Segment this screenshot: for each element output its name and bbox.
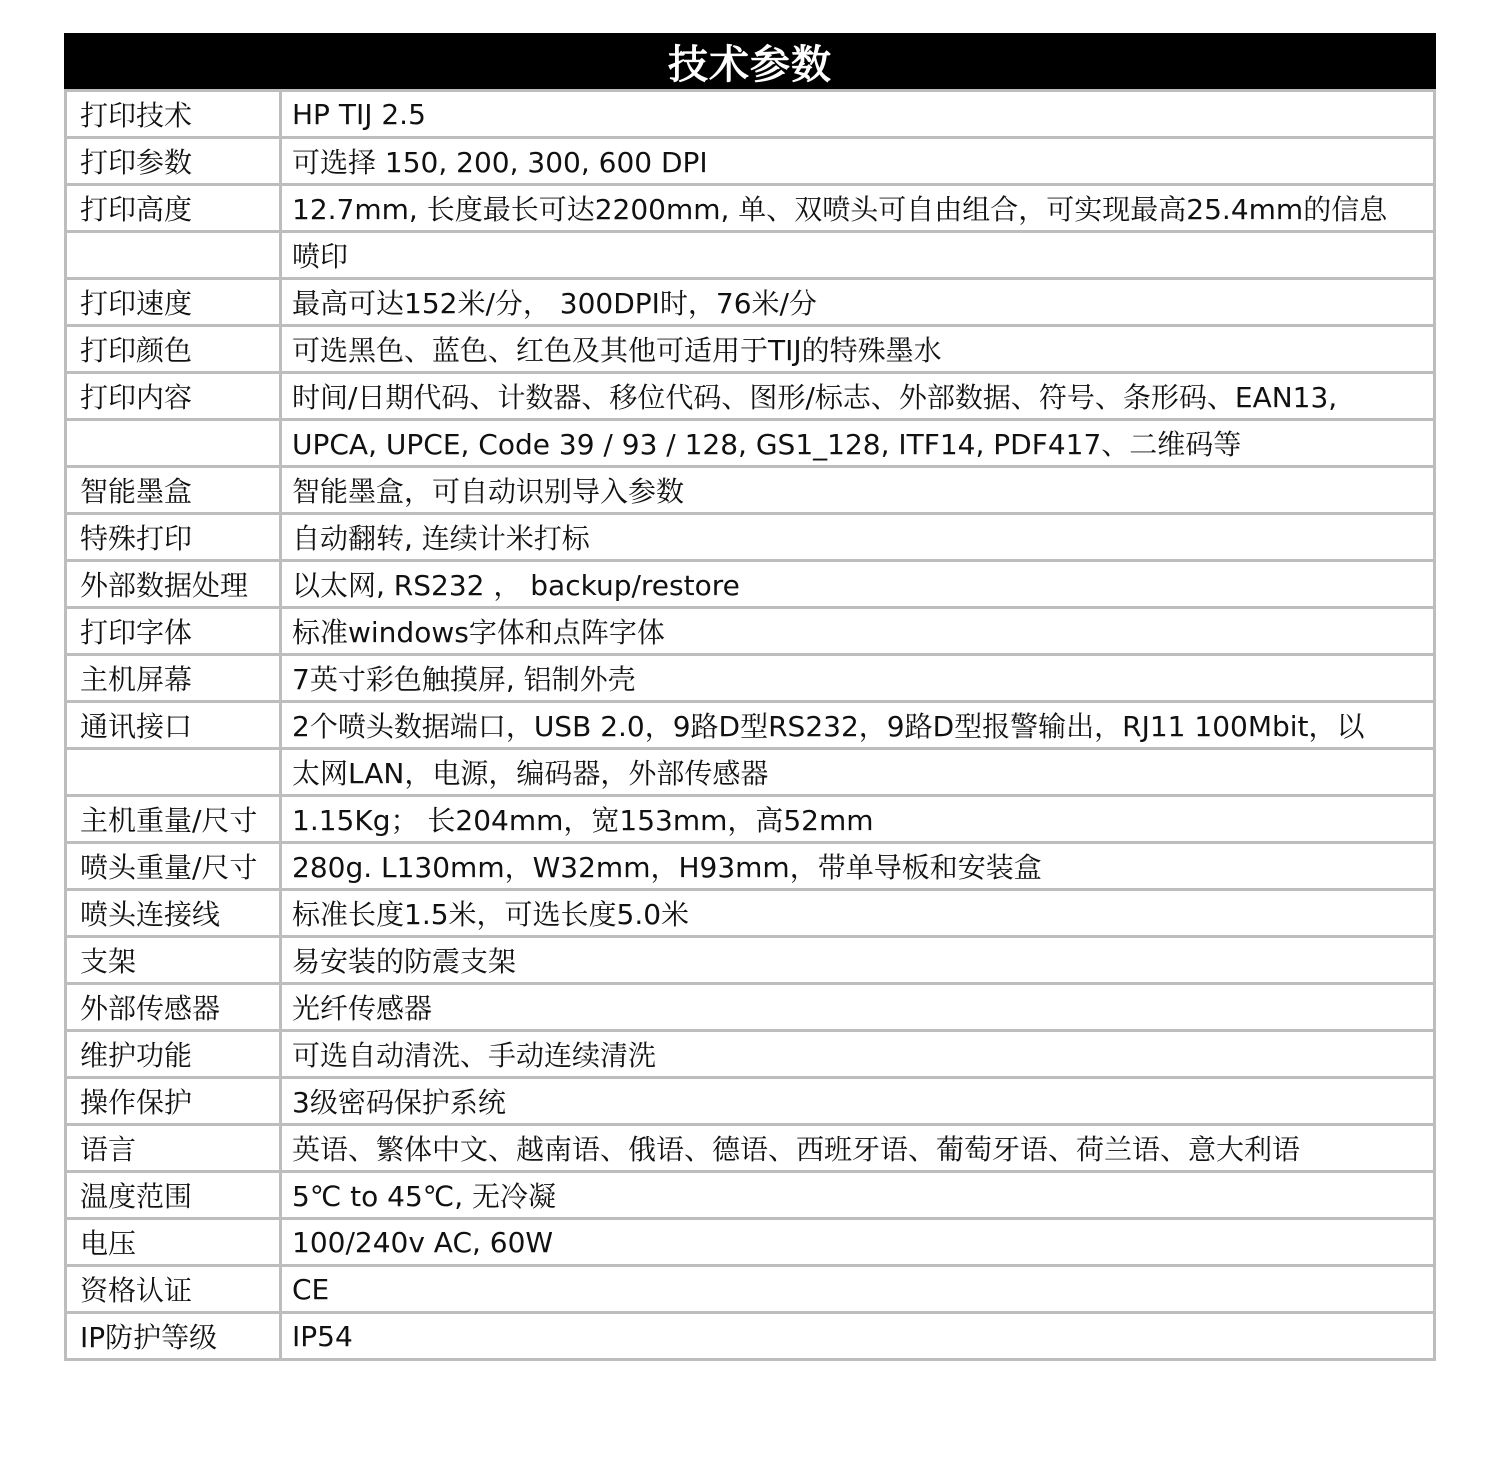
param-value: 自动翻转, 连续计米打标 [281,514,1435,561]
table-row [66,702,1435,749]
table-row [66,655,1435,702]
param-label: 打印内容 [66,373,281,420]
table-row [66,1266,1435,1313]
param-value: 可选自动清洗、手动连续清洗 [281,1031,1435,1078]
param-value: 280g. L130mm，W32mm，H93mm，带单导板和安装盒 [281,843,1435,890]
param-label: IP防护等级 [66,1313,281,1360]
param-label: 外部数据处理 [66,561,281,608]
param-value: 100/240v AC, 60W [281,1219,1435,1266]
table-row [66,467,1435,514]
table-row [66,937,1435,984]
table-row [66,1125,1435,1172]
param-value: IP54 [281,1313,1435,1360]
table-row [66,984,1435,1031]
param-label: 支架 [66,937,281,984]
param-value: 可选黑色、蓝色、红色及其他可适用于TIJ的特殊墨水 [281,326,1435,373]
param-label: 喷头连接线 [66,890,281,937]
table-row [66,749,1435,796]
table-row [66,138,1435,185]
param-label: 电压 [66,1219,281,1266]
table-row [66,514,1435,561]
table-row [66,420,1435,467]
table-row [66,91,1435,138]
param-label [66,749,281,796]
table-row [66,890,1435,937]
param-label: 主机重量/尺寸 [66,796,281,843]
param-label: 外部传感器 [66,984,281,1031]
table-row [66,232,1435,279]
table-row [66,561,1435,608]
param-value: 12.7mm, 长度最长可达2200mm, 单、双喷头可自由组合，可实现最高25.4mm的信息 [281,185,1435,232]
param-value: 1.15Kg； 长204mm，宽153mm，高52mm [281,796,1435,843]
param-label: 操作保护 [66,1078,281,1125]
spec-table [64,89,1436,1361]
param-label: 喷头重量/尺寸 [66,843,281,890]
table-row [66,279,1435,326]
param-value: CE [281,1266,1435,1313]
param-label: 通讯接口 [66,702,281,749]
param-label [66,420,281,467]
param-value: 智能墨盒，可自动识别导入参数 [281,467,1435,514]
param-label: 资格认证 [66,1266,281,1313]
param-label: 温度范围 [66,1172,281,1219]
table-row [66,373,1435,420]
table-row [66,1219,1435,1266]
param-value: 时间/日期代码、计数器、移位代码、图形/标志、外部数据、符号、条形码、EAN13, [281,373,1435,420]
param-label: 主机屏幕 [66,655,281,702]
param-label: 打印高度 [66,185,281,232]
param-label: 打印字体 [66,608,281,655]
param-label: 维护功能 [66,1031,281,1078]
table-row [66,1078,1435,1125]
param-label [66,232,281,279]
table-row [66,1031,1435,1078]
param-value: HP TIJ 2.5 [281,91,1435,138]
param-label: 打印参数 [66,138,281,185]
param-value: 3级密码保护系统 [281,1078,1435,1125]
param-label: 打印颜色 [66,326,281,373]
param-value: 英语、繁体中文、越南语、俄语、德语、西班牙语、葡萄牙语、荷兰语、意大利语 [281,1125,1435,1172]
param-value: 太网LAN，电源，编码器，外部传感器 [281,749,1435,796]
param-value: 最高可达152米/分， 300DPI时，76米/分 [281,279,1435,326]
table-row [66,796,1435,843]
param-value: 以太网, RS232 ， backup/restore [281,561,1435,608]
param-value: 易安装的防震支架 [281,937,1435,984]
spec-table-body [66,91,1435,1360]
table-row [66,326,1435,373]
param-label: 智能墨盒 [66,467,281,514]
param-value: 标准长度1.5米，可选长度5.0米 [281,890,1435,937]
param-label: 语言 [66,1125,281,1172]
param-label: 打印技术 [66,91,281,138]
param-value: 标准windows字体和点阵字体 [281,608,1435,655]
table-row [66,1172,1435,1219]
param-label: 打印速度 [66,279,281,326]
table-row [66,843,1435,890]
param-value: 可选择 150, 200, 300, 600 DPI [281,138,1435,185]
param-value: 喷印 [281,232,1435,279]
param-value: 7英寸彩色触摸屏, 铝制外壳 [281,655,1435,702]
table-row [66,185,1435,232]
param-value: 5℃ to 45℃, 无冷凝 [281,1172,1435,1219]
spec-title: 技术参数 [64,33,1436,89]
param-value: UPCA, UPCE, Code 39 / 93 / 128, GS1_128, ITF14, PDF417、二维码等 [281,420,1435,467]
param-label: 特殊打印 [66,514,281,561]
param-value: 2个喷头数据端口，USB 2.0，9路D型RS232，9路D型报警输出，RJ11 100Mbit，以 [281,702,1435,749]
table-row [66,608,1435,655]
spec-sheet [64,33,1436,1361]
param-value: 光纤传感器 [281,984,1435,1031]
table-row [66,1313,1435,1360]
